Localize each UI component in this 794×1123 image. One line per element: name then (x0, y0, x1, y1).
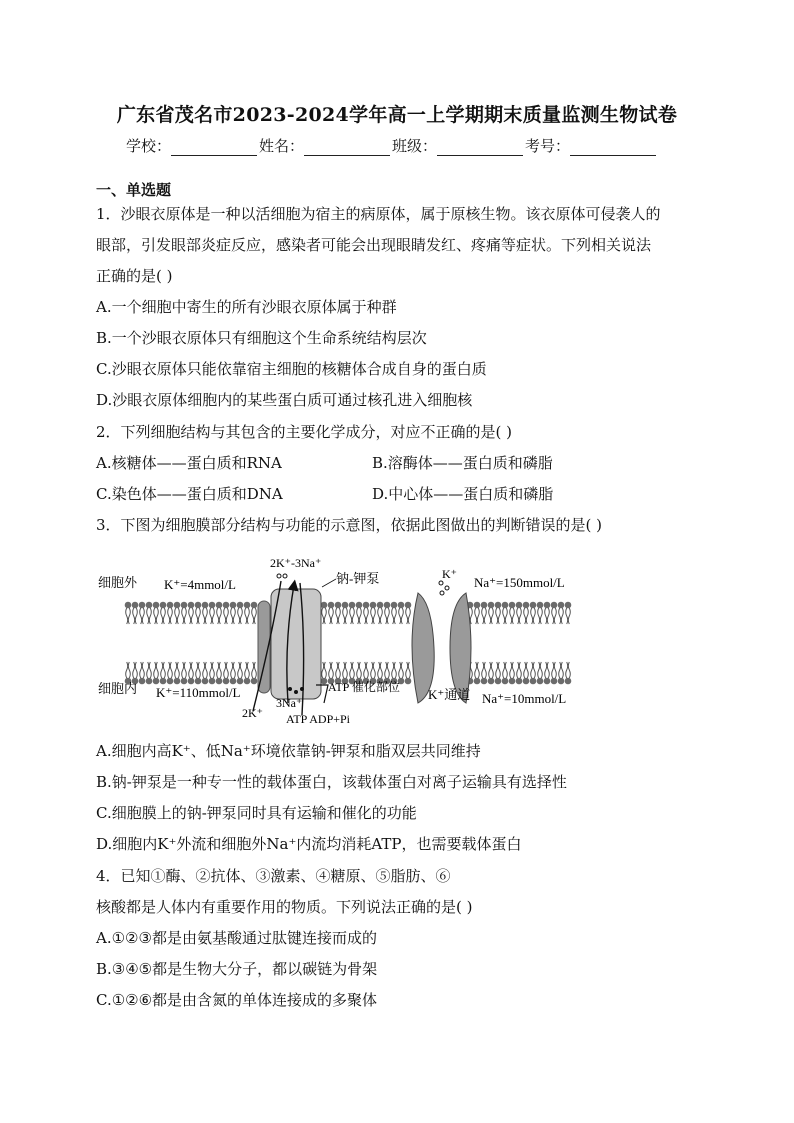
pump-label: 钠-钾泵 (336, 571, 380, 586)
q1-option-b: B.一个沙眼衣原体只有细胞这个生命系统结构层次 (96, 329, 427, 347)
lipid-molecule (321, 662, 328, 684)
q1-stem-line2: 眼部，引发眼部炎症反应，感染者可能会出现眼睛发红、疼痛等症状。下列相关说法 (96, 236, 652, 254)
q2-option-a: A.核糖体——蛋白质和RNA (96, 454, 282, 472)
lipid-molecule (481, 662, 488, 684)
student-info-row (126, 135, 658, 156)
lipid-molecule (125, 602, 132, 624)
lipid-molecule (188, 602, 195, 624)
atp-site-label: ATP 催化部位 (328, 680, 400, 694)
lipid-molecule (167, 602, 174, 624)
na-dot (288, 687, 292, 691)
page-title: 广东省茂名市2023-2024学年高一上学期期末质量监测生物试卷 (116, 104, 678, 126)
lipid-molecule (405, 662, 412, 684)
lipid-molecule (349, 602, 356, 624)
lipid-molecule (251, 602, 258, 624)
atp-reaction-label: ATP ADP+Pi (286, 712, 351, 726)
k-dot (277, 574, 281, 578)
k-dot (283, 574, 287, 578)
q1-option-a: A.一个细胞中寄生的所有沙眼衣原体属于种群 (96, 298, 397, 316)
lipid-molecule (230, 662, 237, 684)
sodium-potassium-pump (271, 589, 321, 699)
lipid-molecule (209, 662, 216, 684)
lipid-molecule (488, 602, 495, 624)
lipid-molecule (139, 662, 146, 684)
na-dot (300, 687, 304, 691)
lipid-molecule (146, 602, 153, 624)
q2-option-d: D.中心体——蛋白质和磷脂 (372, 485, 554, 503)
lipid-molecule (488, 662, 495, 684)
lipid-molecule (244, 662, 251, 684)
class-blank (437, 139, 523, 156)
lipid-molecule (551, 662, 558, 684)
lipid-molecule (495, 662, 502, 684)
lipid-molecule (335, 602, 342, 624)
lipid-molecule (530, 662, 537, 684)
lipid-molecule (516, 602, 523, 624)
lipid-molecule (370, 602, 377, 624)
lipid-molecule (174, 602, 181, 624)
lipid-molecule (195, 662, 202, 684)
lipid-bilayer (125, 602, 572, 685)
lipid-molecule (237, 662, 244, 684)
q3-option-b: B.钠-钾泵是一种专一性的载体蛋白，该载体蛋白对离子运输具有选择性 (96, 773, 567, 791)
school-label: 学校： (126, 137, 172, 155)
na-out-label: Na⁺=150mmol/L (474, 575, 565, 590)
q4-option-c: C.①②⑥都是由含氮的单体连接成的多聚体 (96, 991, 378, 1009)
q1-stem-line3: 正确的是( ) (96, 267, 173, 285)
lipid-molecule (139, 602, 146, 624)
lipid-molecule (530, 602, 537, 624)
lipid-molecule (216, 602, 223, 624)
q2-option-b: B.溶酶体——蛋白质和磷脂 (372, 454, 553, 472)
lipid-molecule (495, 602, 502, 624)
q2-stem: 2．下列细胞结构与其包含的主要化学成分，对应不正确的是( ) (96, 423, 513, 441)
lipid-molecule (398, 602, 405, 624)
pump-label-line (322, 579, 336, 587)
q4-option-b: B.③④⑤都是生物大分子，都以碳链为骨架 (96, 960, 378, 978)
lipid-molecule (523, 662, 530, 684)
lipid-molecule (342, 602, 349, 624)
number-label: 考号： (525, 137, 571, 155)
name-label: 姓名： (259, 137, 305, 155)
lipid-molecule (474, 662, 481, 684)
lipid-molecule (537, 602, 544, 624)
na-dot (294, 690, 298, 694)
lipid-molecule (537, 662, 544, 684)
lipid-molecule (146, 662, 153, 684)
lipid-molecule (502, 662, 509, 684)
lipid-molecule (174, 662, 181, 684)
q2-option-c: C.染色体——蛋白质和DNA (96, 485, 283, 503)
lipid-molecule (251, 662, 258, 684)
lipid-molecule (405, 602, 412, 624)
lipid-molecule (516, 662, 523, 684)
q1-option-d: D.沙眼衣原体细胞内的某些蛋白质可通过核孔进入细胞核 (96, 391, 473, 409)
q4-stem-line2: 核酸都是人体内有重要作用的物质。下列说法正确的是( ) (96, 898, 473, 916)
lipid-molecule (216, 662, 223, 684)
lipid-molecule (509, 602, 516, 624)
lipid-molecule (391, 602, 398, 624)
lipid-molecule (551, 602, 558, 624)
lipid-molecule (202, 602, 209, 624)
lipid-molecule (202, 662, 209, 684)
na-in-label: Na⁺=10mmol/L (482, 691, 567, 706)
q3-stem: 3．下图为细胞膜部分结构与功能的示意图，依据此图做出的判断错误的是( ) (96, 516, 603, 534)
k-in-label: K⁺=110mmol/L (156, 685, 241, 700)
lipid-molecule (181, 602, 188, 624)
lipid-molecule (188, 662, 195, 684)
lipid-molecule (321, 602, 328, 624)
q3-option-a: A.细胞内高K⁺、低Na⁺环境依靠钠-钾泵和脂双层共同维持 (96, 742, 481, 760)
lipid-molecule (502, 602, 509, 624)
lipid-molecule (153, 602, 160, 624)
k-dot (440, 591, 444, 595)
number-blank (570, 139, 656, 156)
school-blank (171, 139, 257, 156)
lipid-molecule (523, 602, 530, 624)
lipid-molecule (209, 602, 216, 624)
lipid-molecule (153, 662, 160, 684)
name-blank (304, 139, 390, 156)
section-heading: 一、单选题 (96, 181, 172, 199)
q1-option-c: C.沙眼衣原体只能依靠宿主细胞的核糖体合成自身的蛋白质 (96, 360, 487, 378)
inside-label: 细胞内 (98, 681, 138, 696)
k-dot (439, 581, 443, 585)
lipid-molecule (167, 662, 174, 684)
na3-label: 3Na⁺ (276, 696, 303, 710)
lipid-molecule (363, 602, 370, 624)
lipid-molecule (558, 602, 565, 624)
lipid-molecule (244, 602, 251, 624)
lipid-molecule (509, 662, 516, 684)
lipid-molecule (377, 602, 384, 624)
q3-option-c: C.细胞膜上的钠-钾泵同时具有运输和催化的功能 (96, 804, 417, 822)
q4-stem-line1: 4．已知①酶、②抗体、③激素、④糖原、⑤脂肪、⑥ (96, 867, 451, 885)
lipid-molecule (565, 602, 572, 624)
cell-membrane-diagram (96, 553, 696, 728)
k-dot (445, 586, 449, 590)
k-out-label: K⁺=4mmol/L (164, 577, 236, 592)
lipid-molecule (181, 662, 188, 684)
q3-option-d: D.细胞内K⁺外流和细胞外Na⁺内流均消耗ATP，也需要载体蛋白 (96, 835, 522, 853)
q4-option-a: A.①②③都是由氨基酸通过肽键连接而成的 (96, 929, 377, 947)
lipid-molecule (195, 602, 202, 624)
outside-label: 细胞外 (98, 575, 138, 590)
q1-stem-line1: 1．沙眼衣原体是一种以活细胞为宿主的病原体，属于原核生物。该衣原体可侵袭人的 (96, 205, 661, 223)
lipid-molecule (160, 662, 167, 684)
lipid-molecule (565, 662, 572, 684)
class-label: 班级： (392, 137, 438, 155)
lipid-molecule (384, 602, 391, 624)
lipid-molecule (160, 602, 167, 624)
lipid-molecule (230, 602, 237, 624)
lipid-molecule (356, 602, 363, 624)
pump-top-label: 2K⁺-3Na⁺ (270, 556, 322, 570)
lipid-molecule (481, 602, 488, 624)
lipid-molecule (237, 602, 244, 624)
k-channel-label: K⁺通道 (428, 687, 471, 702)
lipid-molecule (328, 602, 335, 624)
lipid-molecule (544, 662, 551, 684)
k2-label: 2K⁺ (242, 706, 263, 720)
lipid-molecule (132, 602, 139, 624)
k-channel-ion-label: K⁺ (442, 567, 457, 581)
lipid-molecule (544, 602, 551, 624)
lipid-molecule (474, 602, 481, 624)
lipid-molecule (223, 662, 230, 684)
lipid-molecule (223, 602, 230, 624)
lipid-molecule (558, 662, 565, 684)
